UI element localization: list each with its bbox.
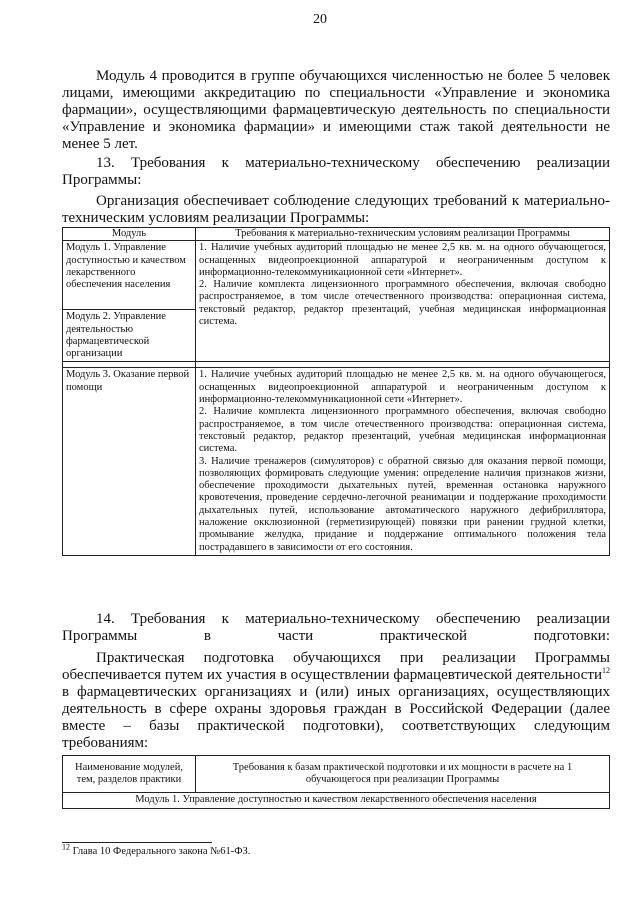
table2-header-right: Требования к базам практической подготовки и их мощности в расчете на 1 обучающегося при реализации Программы bbox=[196, 756, 610, 793]
requirement-item: 2. Наличие комплекта лицензионного программного обеспечения, включая свободно распространяемое, в том числе отечественного производства: операционная система, текстовый редактор, редактор презентаций, учебная медицинская информационная система. bbox=[199, 406, 606, 455]
requirement-item: 2. Наличие комплекта лицензионного программного обеспечения, включая свободно распространяемое, в том числе отечественного производства: операционная система, текстовый редактор, редактор презентаций, учебная медицинская информационная система. bbox=[199, 279, 606, 328]
footnote bbox=[62, 842, 251, 857]
section-14-heading: 14. Требования к материально-техническому обеспечению реализации Программы в части практической подготовки: bbox=[62, 611, 610, 644]
page-number: 20 bbox=[313, 12, 327, 27]
footnote-separator bbox=[62, 842, 212, 843]
section-14-paragraph bbox=[62, 650, 610, 752]
module-3-cell: Модуль 3. Оказание первой помощи bbox=[63, 368, 196, 555]
table2-row-module1: Модуль 1. Управление доступностью и качеством лекарственного обеспечения населения bbox=[63, 793, 610, 809]
requirements-modules-1-2 bbox=[196, 241, 610, 362]
paragraph-module4: Модуль 4 проводится в группе обучающихся численностью не более 5 человек лицами, имеющими аккредитацию по специальности «Управление и экономика фармации», осуществляющими фармацевтическую деятельность по специальности «Управление и экономика фармации» и имеющими стаж такой деятельности не менее 5 лет. bbox=[62, 68, 610, 152]
table2-header-left: Наименование модулей, тем, разделов практики bbox=[63, 756, 196, 793]
section-14-text-a: Практическая подготовка обучающихся при реализации Программы обеспечивается путем их участия в осуществлении фармацевтической деятельности bbox=[62, 650, 610, 683]
table-material-requirements bbox=[62, 227, 610, 556]
footnote-number: 12 bbox=[62, 842, 70, 852]
requirement-item: 1. Наличие учебных аудиторий площадью не менее 2,5 кв. м. на одного обучающегося, оснащенных видеопроекционной аппаратурой и неограниченным доступом к информационно-телекоммуникационной сети «Интернет». bbox=[199, 242, 606, 278]
table-header-requirements: Требования к материально-техническим условиям реализации Программы bbox=[196, 228, 610, 241]
requirement-item: 1. Наличие учебных аудиторий площадью не менее 2,5 кв. м. на одного обучающегося, оснащенных видеопроекционной аппаратурой и неограниченным доступом к информационно-телекоммуникационной сети «Интернет». bbox=[199, 369, 606, 406]
footnote-reference: 12 bbox=[602, 666, 610, 675]
section-13-heading: 13. Требования к материально-техническому обеспечению реализации Программы: bbox=[62, 155, 610, 188]
module-2-cell: Модуль 2. Управление деятельностью фармацевтической организации bbox=[63, 310, 196, 362]
section-14-text-b: в фармацевтических организациях и (или) иных организациях, осуществляющих деятельность в сфере охраны здоровья граждан в Российской Федерации (далее вместе – базы практической подготовки), соответствующих следующим требованиям: bbox=[62, 684, 610, 751]
table-practice-bases bbox=[62, 755, 610, 809]
table-header-module: Модуль bbox=[63, 228, 196, 241]
footnote-text: Глава 10 Федерального закона №61-ФЗ. bbox=[72, 846, 251, 857]
requirements-module-3 bbox=[196, 368, 610, 555]
section-13-intro: Организация обеспечивает соблюдение следующих требований к материально-техническим условиям реализации Программы: bbox=[62, 193, 610, 226]
module-1-cell: Модуль 1. Управление доступностью и качеством лекарственного обеспечения населения bbox=[63, 241, 196, 310]
requirement-item: 3. Наличие тренажеров (симуляторов) с обратной связью для оказания первой помощи, позволяющих формировать следующие умения: определение наличия признаков жизни, обеспечение проходимости дыхательных путей, временная остановка наружного кровотечения, проведение сердечно-легочной реанимации и поддержание проходимости дыхательных путей, использование автоматического наружного дефибриллятора, наложение окклюзионной (герметизирующей) повязки при ранении грудной клетки, промывание желудка, придание и поддержание оптимального положения тела пострадавшего в зависимости от его состояния. bbox=[199, 455, 606, 553]
